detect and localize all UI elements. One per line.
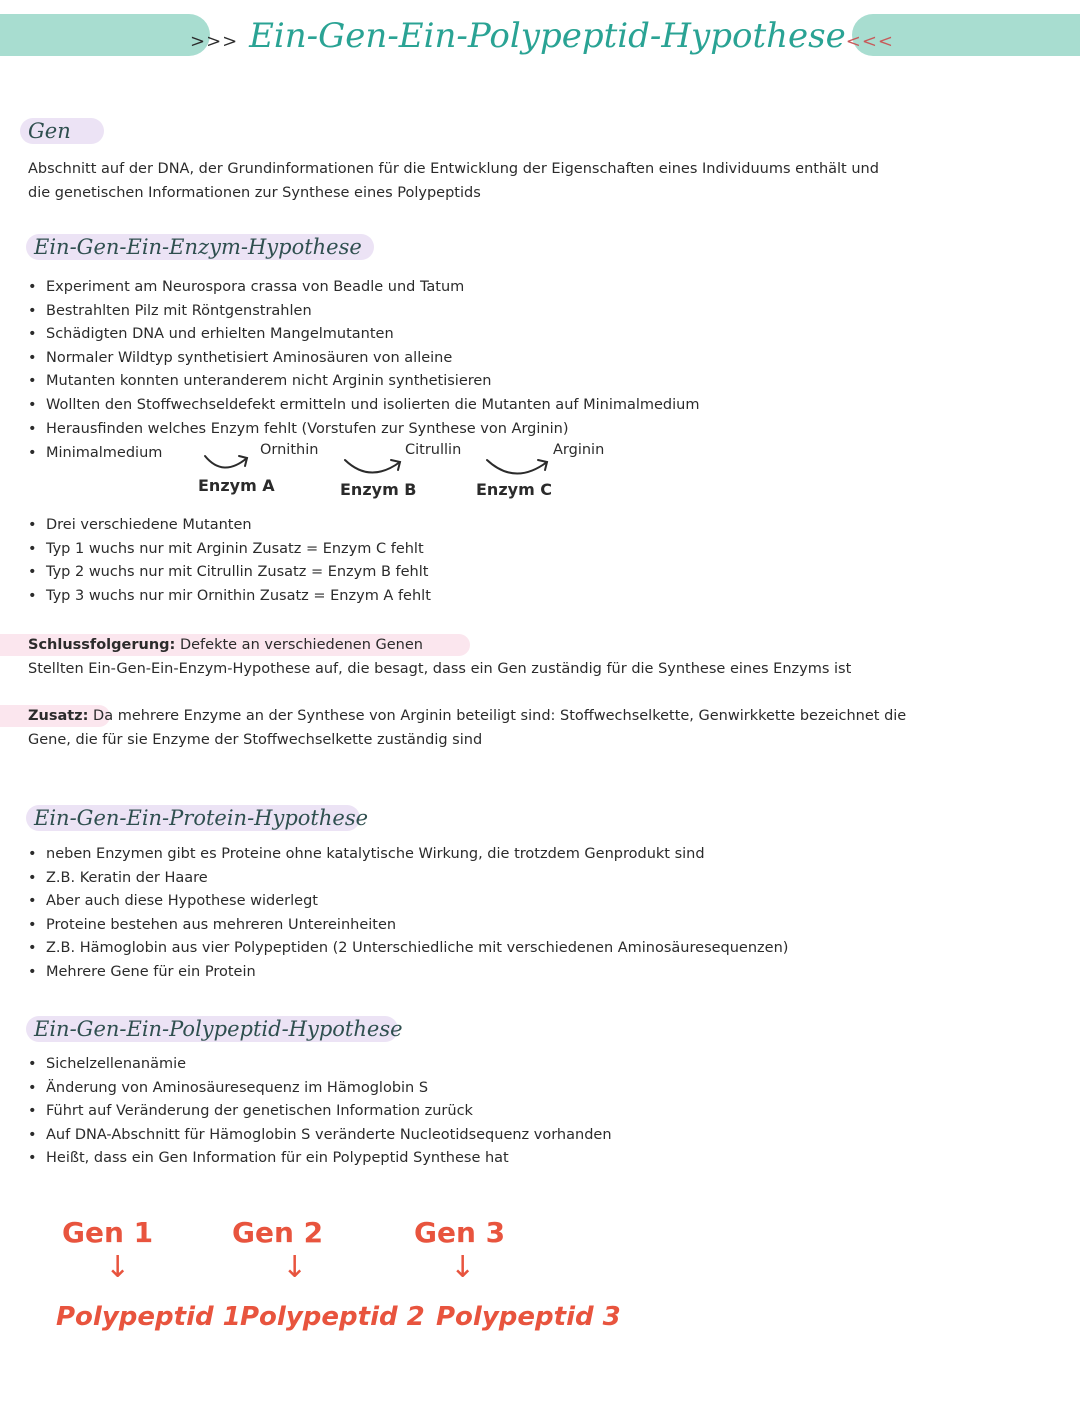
- enzym-bullet-list: [28, 276, 699, 441]
- title-text: Ein-Gen-Ein-Polypeptid-Hypothese: [249, 16, 846, 56]
- diagram-polypeptide-2: Polypeptid 2: [240, 1302, 425, 1332]
- down-arrow-icon: ↓: [282, 1250, 308, 1285]
- curved-arrow-icon: [205, 456, 247, 468]
- heading-enzym-hypothese: Ein-Gen-Ein-Enzym-Hypothese: [26, 232, 362, 262]
- pathway-enzym-b: Enzym B: [340, 480, 417, 499]
- pathway-enzym-c: Enzym C: [476, 480, 553, 499]
- list-item: • Aber auch diese Hypothese widerlegt: [28, 890, 788, 914]
- pathway-bullet: [28, 442, 162, 466]
- list-item: • Bestrahlten Pilz mit Röntgenstrahlen: [28, 300, 699, 324]
- pathway-start-label: • Minimalmedium: [28, 442, 162, 466]
- conclusion-label: Schlussfolgerung:: [28, 637, 176, 653]
- list-item: • Mehrere Gene für ein Protein: [28, 961, 788, 985]
- list-item: • Änderung von Aminosäuresequenz im Hämoglobin S: [28, 1077, 612, 1101]
- pathway-step-citrullin: Citrullin: [405, 442, 462, 458]
- list-item: • Wollten den Stoffwechseldefekt ermitteln und isolierten die Mutanten auf Minimalmedium: [28, 394, 699, 418]
- list-item: • Herausfinden welches Enzym fehlt (Vorstufen zur Synthese von Arginin): [28, 418, 699, 442]
- heading-polypeptid-hypothese: Ein-Gen-Ein-Polypeptid-Hypothese: [26, 1014, 403, 1044]
- list-item: • Führt auf Veränderung der genetischen Information zurück: [28, 1100, 612, 1124]
- zusatz-line-2: Gene, die für sie Enzyme der Stoffwechselkette zuständig sind: [28, 732, 483, 748]
- list-item: • Typ 2 wuchs nur mit Citrullin Zusatz = Enzym B fehlt: [28, 561, 431, 585]
- list-item: • Schädigten DNA und erhielten Mangelmutanten: [28, 323, 699, 347]
- heading-gen: Gen: [20, 116, 71, 146]
- conclusion-text: Defekte an verschiedenen Genen: [175, 637, 423, 653]
- down-arrow-icon: ↓: [105, 1250, 131, 1285]
- polypeptid-bullet-list: [28, 1053, 612, 1171]
- page-title: [190, 6, 894, 66]
- diagram-gene-1: Gen 1: [62, 1216, 154, 1249]
- diagram-polypeptide-1: Polypeptid 1: [56, 1302, 241, 1332]
- list-item: • Mutanten konnten unteranderem nicht Arginin synthetisieren: [28, 370, 699, 394]
- list-item: • Z.B. Hämoglobin aus vier Polypeptiden (2 Unterschiedliche mit verschiedenen Aminosäuresequenzen): [28, 937, 788, 961]
- conclusion-line-1: [28, 633, 423, 657]
- list-item: • Heißt, dass ein Gen Information für ein Polypeptid Synthese hat: [28, 1147, 612, 1171]
- heading-protein-hypothese: Ein-Gen-Ein-Protein-Hypothese: [26, 803, 368, 833]
- list-item: • Experiment am Neurospora crassa von Beadle und Tatum: [28, 276, 699, 300]
- pathway-enzym-a: Enzym A: [198, 476, 275, 495]
- list-item: • Typ 3 wuchs nur mir Ornithin Zusatz = Enzym A fehlt: [28, 585, 431, 609]
- list-item: • Z.B. Keratin der Haare: [28, 867, 788, 891]
- curved-arrow-icon: [487, 460, 547, 474]
- title-left-arrows: >>>: [190, 31, 239, 52]
- list-item: • Drei verschiedene Mutanten: [28, 514, 431, 538]
- down-arrow-icon: ↓: [450, 1250, 476, 1285]
- list-item: • Typ 1 wuchs nur mit Arginin Zusatz = Enzym C fehlt: [28, 538, 431, 562]
- gen-definition-line-2: die genetischen Informationen zur Synthese eines Polypeptids: [28, 185, 481, 201]
- diagram-polypeptide-3: Polypeptid 3: [436, 1302, 621, 1332]
- conclusion-line-2: Stellten Ein-Gen-Ein-Enzym-Hypothese auf, die besagt, dass ein Gen zuständig für die Synthese eines Enzyms ist: [28, 661, 852, 677]
- pathway-step-arginin: Arginin: [553, 442, 605, 458]
- diagram-gene-3: Gen 3: [414, 1216, 506, 1249]
- list-item: • Auf DNA-Abschnitt für Hämoglobin S veränderte Nucleotidsequenz vorhanden: [28, 1124, 612, 1148]
- title-right-arrows: <<<: [845, 31, 894, 52]
- list-item: • neben Enzymen gibt es Proteine ohne katalytische Wirkung, die trotzdem Genprodukt sind: [28, 843, 788, 867]
- diagram-gene-2: Gen 2: [232, 1216, 324, 1249]
- pathway-step-ornithin: Ornithin: [260, 442, 319, 458]
- zusatz-label: Zusatz:: [28, 708, 89, 724]
- mutant-bullet-list: [28, 514, 431, 608]
- zusatz-text: Da mehrere Enzyme an der Synthese von Arginin beteiligt sind: Stoffwechselkette, Genwirkkette bezeichnet die: [88, 708, 907, 724]
- list-item: • Proteine bestehen aus mehreren Untereinheiten: [28, 914, 788, 938]
- list-item: • Sichelzellenanämie: [28, 1053, 612, 1077]
- list-item: • Normaler Wildtyp synthetisiert Aminosäuren von alleine: [28, 347, 699, 371]
- zusatz-line-1: [28, 704, 906, 728]
- curved-arrow-icon: [345, 460, 400, 473]
- gen-definition-line-1: Abschnitt auf der DNA, der Grundinformationen für die Entwicklung der Eigenschaften eines Individuums enthält und: [28, 161, 879, 177]
- protein-bullet-list: [28, 843, 788, 985]
- title-bar-left: [0, 14, 210, 56]
